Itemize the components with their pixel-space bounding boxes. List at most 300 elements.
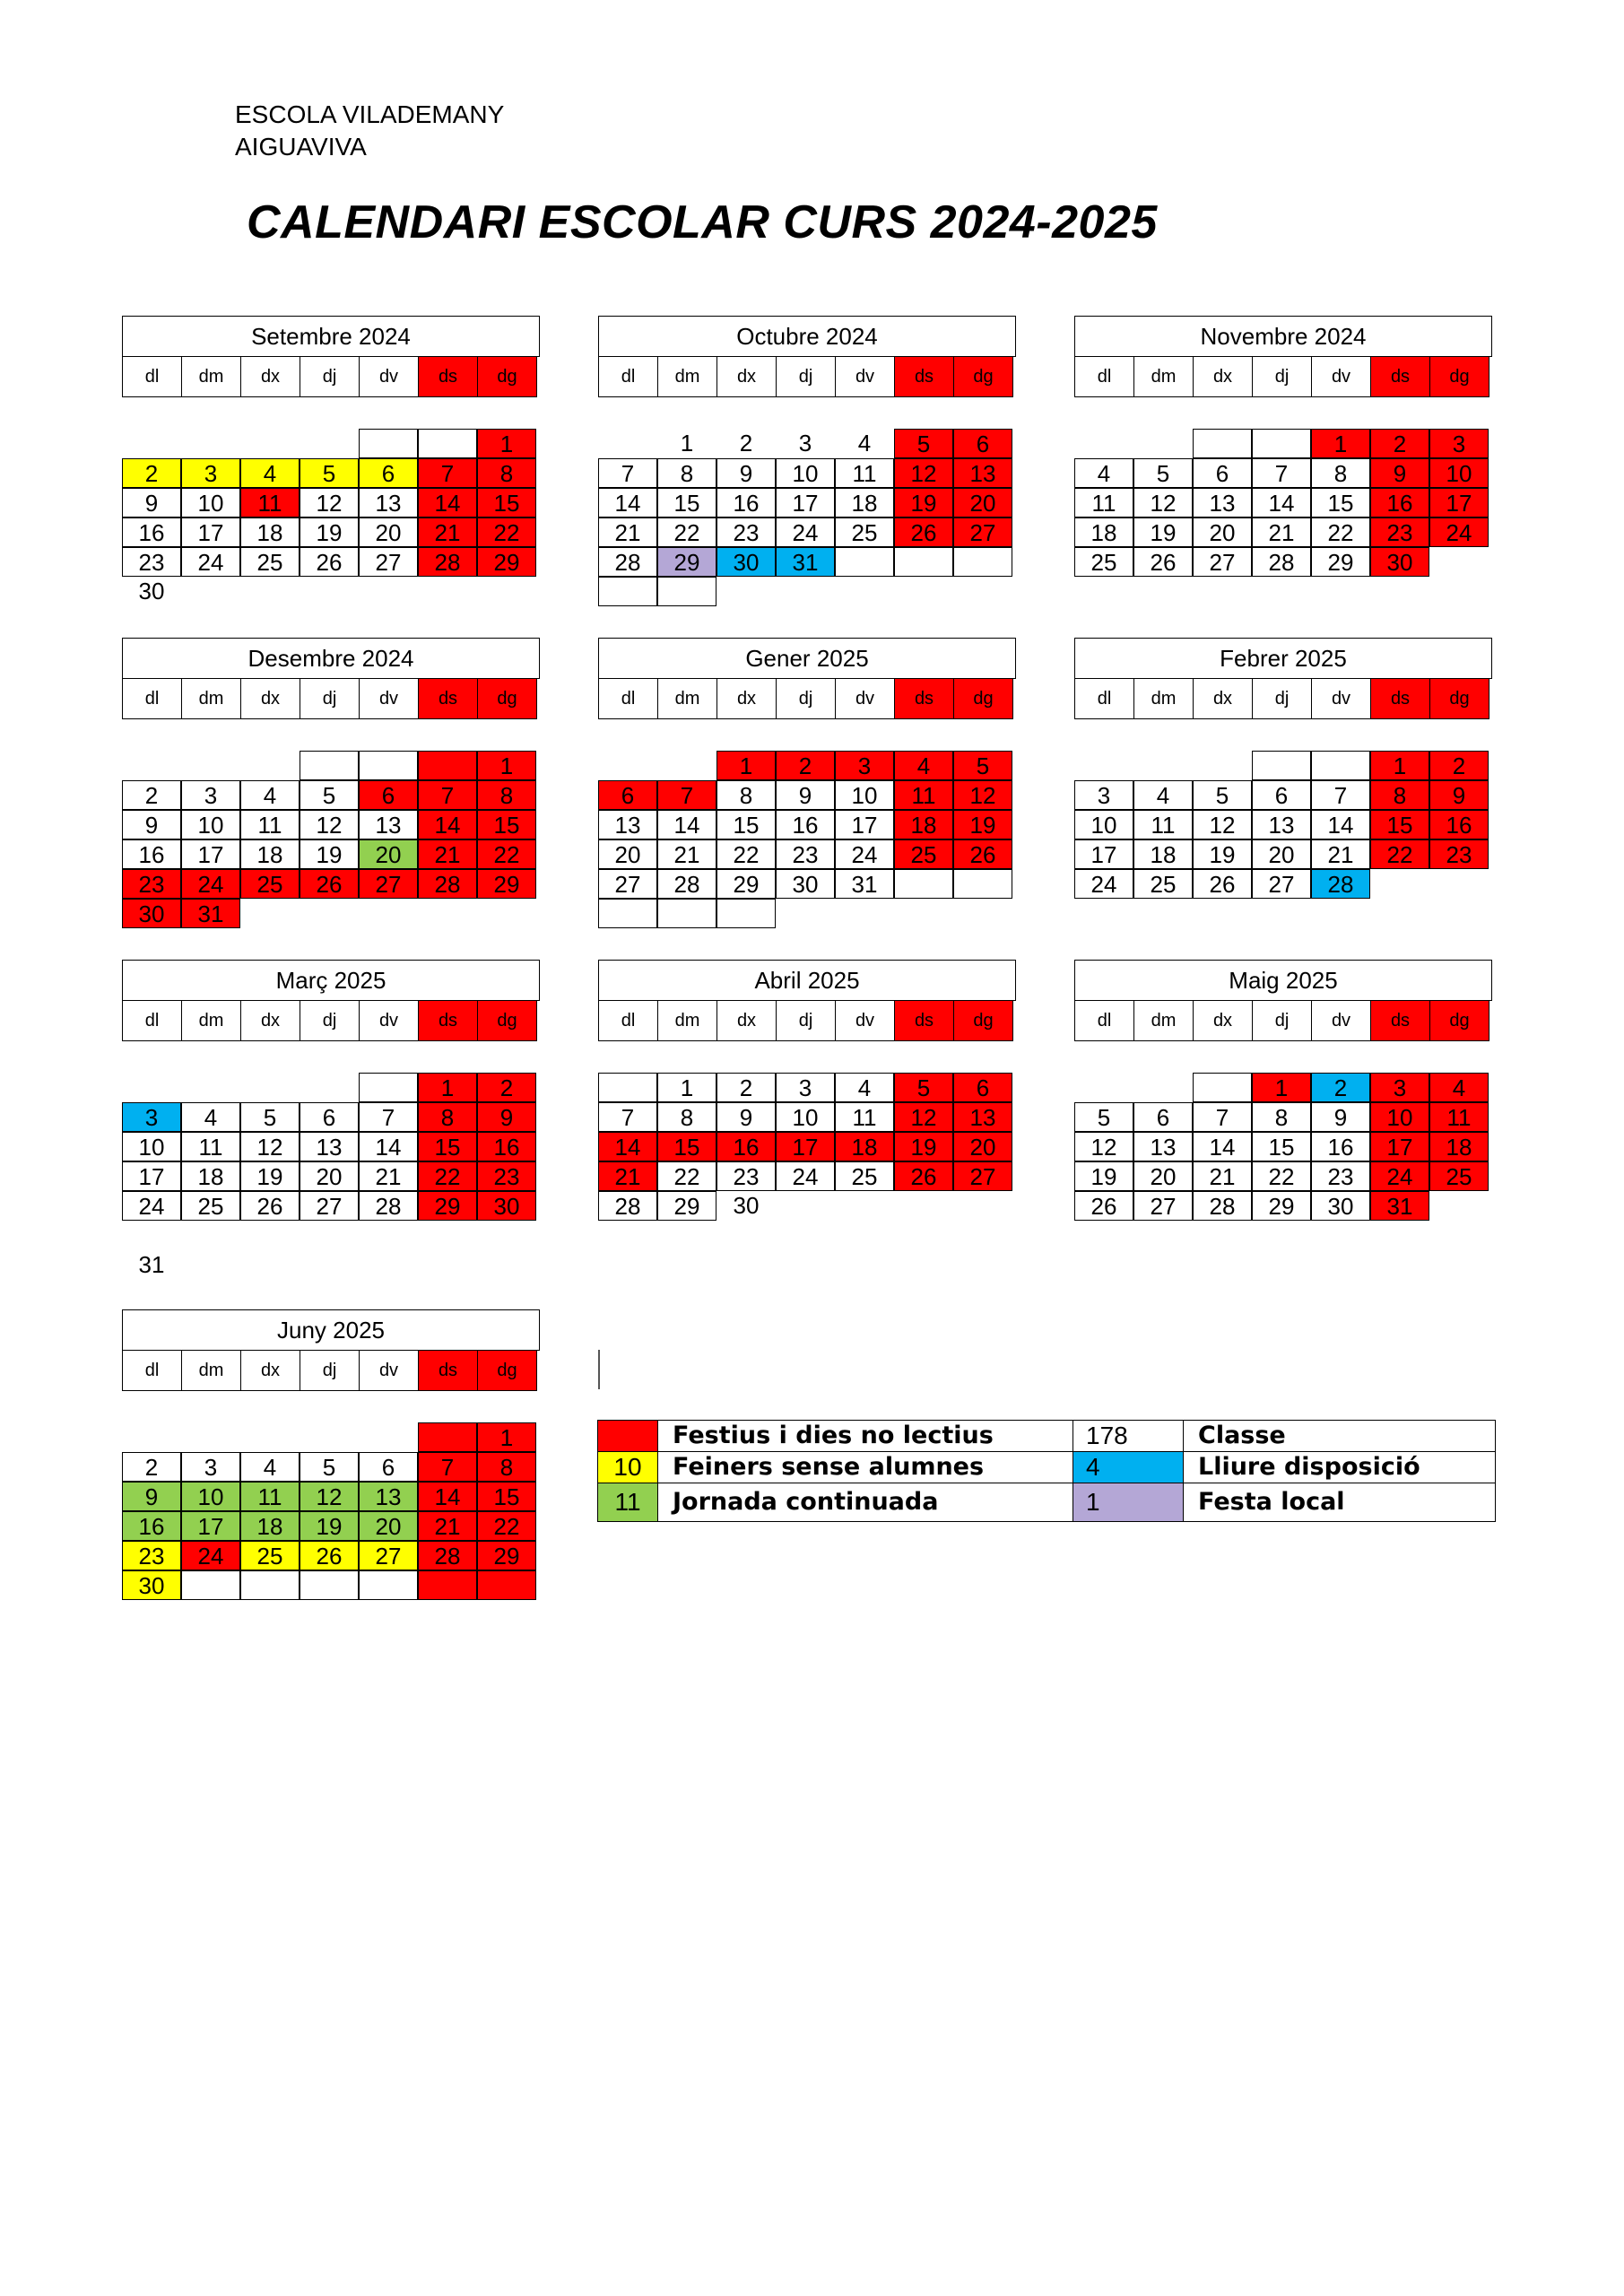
legend-label: Jornada continuada [658, 1483, 1073, 1522]
day-cell: 11 [835, 1102, 894, 1132]
day-cell: 5 [894, 429, 953, 458]
day-cell: 25 [181, 1191, 240, 1221]
day-cell: 9 [122, 1482, 181, 1511]
day-cell: 26 [240, 1191, 300, 1221]
day-cell: 11 [240, 810, 300, 839]
day-cell: 15 [657, 488, 716, 517]
day-cell: 2 [122, 1452, 181, 1482]
day-cell: 4 [1133, 780, 1193, 810]
day-cell: 14 [1252, 488, 1311, 517]
weekday-label: ds [1370, 678, 1430, 719]
page-title: CALENDARI ESCOLAR CURS 2024-2025 [247, 196, 1158, 248]
day-cell: 12 [894, 1102, 953, 1132]
day-cell: 9 [122, 810, 181, 839]
empty-day-cell [418, 429, 477, 458]
day-cell: 17 [835, 810, 894, 839]
day-cell: 17 [181, 517, 240, 547]
day-cell: 13 [359, 1482, 418, 1511]
day-cell: 15 [477, 810, 536, 839]
day-cell: 18 [181, 1161, 240, 1191]
day-cell: 7 [598, 458, 657, 488]
day-cell: 22 [418, 1161, 477, 1191]
weekday-label: dg [953, 356, 1013, 397]
day-cell: 14 [418, 810, 477, 839]
legend-count-label: Lliure disposició [1184, 1452, 1496, 1483]
day-cell: 1 [657, 1073, 716, 1102]
day-cell: 30 [716, 547, 776, 577]
empty-day-cell [359, 429, 418, 458]
day-cell: 20 [598, 839, 657, 869]
day-cell: 30 [1370, 547, 1429, 577]
weekday-label: dm [181, 1350, 241, 1391]
weekday-label: dm [1133, 356, 1194, 397]
day-cell: 5 [894, 1073, 953, 1102]
weekday-header [122, 678, 536, 719]
day-cell: 29 [1311, 547, 1370, 577]
day-cell: 15 [418, 1132, 477, 1161]
day-cell: 22 [1370, 839, 1429, 869]
weekday-label: dx [1193, 356, 1253, 397]
day-cell: 27 [953, 517, 1012, 547]
day-cell: 18 [1429, 1132, 1489, 1161]
legend-count: 4 [1073, 1452, 1184, 1483]
day-cell: 7 [359, 1102, 418, 1132]
day-cell: 3 [1370, 1073, 1429, 1102]
day-cell: 8 [1252, 1102, 1311, 1132]
empty-day-cell [716, 899, 776, 928]
day-cell: 28 [418, 547, 477, 577]
empty-day-cell [1252, 751, 1311, 780]
day-cell: 15 [477, 1482, 536, 1511]
day-cell: 14 [657, 810, 716, 839]
day-cell: 23 [776, 839, 835, 869]
weekday-label: dl [598, 678, 658, 719]
day-cell: 12 [953, 780, 1012, 810]
day-cell: 23 [1370, 517, 1429, 547]
day-cell: 24 [776, 517, 835, 547]
day-cell: 3 [835, 751, 894, 780]
weekday-label: dl [122, 356, 182, 397]
day-cell: 31 [776, 547, 835, 577]
day-cell: 18 [240, 1511, 300, 1541]
day-cell: 6 [359, 1452, 418, 1482]
day-cell: 6 [953, 429, 1012, 458]
day-cell: 26 [300, 547, 359, 577]
empty-day-cell [894, 869, 953, 899]
weekday-label: dl [122, 678, 182, 719]
weekday-label: dg [1429, 356, 1489, 397]
day-cell: 18 [1074, 517, 1133, 547]
day-cell: 8 [657, 1102, 716, 1132]
day-cell: 7 [1252, 458, 1311, 488]
day-cell: 17 [776, 488, 835, 517]
weekday-label: dg [477, 356, 537, 397]
weekday-label: dl [598, 356, 658, 397]
day-cell: 15 [716, 810, 776, 839]
day-cell: 28 [1252, 547, 1311, 577]
day-cell: 3 [798, 430, 812, 457]
weekday-label: dv [1311, 678, 1371, 719]
day-cell: 28 [1193, 1191, 1252, 1221]
day-cell: 12 [300, 1482, 359, 1511]
day-cell: 15 [1252, 1132, 1311, 1161]
weekday-label: ds [894, 678, 954, 719]
empty-day-cell [477, 1570, 536, 1600]
weekday-label: dg [1429, 678, 1489, 719]
day-cell: 20 [359, 517, 418, 547]
day-cell: 10 [181, 1482, 240, 1511]
empty-day-cell [240, 1570, 300, 1600]
day-cell: 18 [835, 1132, 894, 1161]
day-cell: 14 [418, 1482, 477, 1511]
day-cell: 2 [776, 751, 835, 780]
weekday-label: dl [122, 1350, 182, 1391]
day-cell: 28 [598, 547, 657, 577]
day-cell: 16 [1311, 1132, 1370, 1161]
day-cell: 22 [477, 1511, 536, 1541]
day-cell: 24 [1370, 1161, 1429, 1191]
day-cell: 26 [1133, 547, 1193, 577]
weekday-label: dj [776, 1000, 836, 1041]
day-cell: 3 [181, 780, 240, 810]
day-cell: 21 [598, 1161, 657, 1191]
day-cell: 7 [418, 780, 477, 810]
day-cell: 23 [122, 547, 181, 577]
legend-row [598, 1421, 1496, 1452]
day-cell: 25 [835, 517, 894, 547]
weekday-label: dg [477, 1350, 537, 1391]
day-cell: 9 [776, 780, 835, 810]
day-cell: 6 [1133, 1102, 1193, 1132]
day-cell: 26 [894, 1161, 953, 1191]
day-cell: 6 [598, 780, 657, 810]
day-cell: 25 [894, 839, 953, 869]
day-cell: 23 [122, 1541, 181, 1570]
legend-count-label: Classe [1184, 1421, 1496, 1452]
weekday-label: dg [1429, 1000, 1489, 1041]
day-cell: 30 [138, 578, 165, 604]
day-cell: 30 [477, 1191, 536, 1221]
weekday-label: dg [953, 678, 1013, 719]
day-cell: 27 [359, 869, 418, 899]
day-cell: 13 [1133, 1132, 1193, 1161]
day-cell: 24 [122, 1191, 181, 1221]
day-cell: 22 [1311, 517, 1370, 547]
day-cell: 11 [835, 458, 894, 488]
day-cell: 4 [240, 780, 300, 810]
day-cell: 1 [477, 429, 536, 458]
day-cell: 14 [1311, 810, 1370, 839]
day-cell: 4 [181, 1102, 240, 1132]
day-cell: 7 [1311, 780, 1370, 810]
day-cell: 10 [835, 780, 894, 810]
legend-count-label: Festa local [1184, 1483, 1496, 1522]
day-cell: 16 [1370, 488, 1429, 517]
day-cell: 27 [359, 1541, 418, 1570]
weekday-header [598, 678, 1012, 719]
legend-row [598, 1483, 1496, 1522]
day-cell: 10 [1429, 458, 1489, 488]
day-cell: 19 [894, 1132, 953, 1161]
empty-day-cell [1193, 429, 1252, 458]
day-cell: 30 [1311, 1191, 1370, 1221]
day-cell: 22 [1252, 1161, 1311, 1191]
weekday-label: ds [1370, 356, 1430, 397]
empty-day-cell [418, 1422, 477, 1452]
day-cell: 21 [657, 839, 716, 869]
day-cell: 27 [598, 869, 657, 899]
day-cell: 20 [953, 1132, 1012, 1161]
weekday-label: dx [240, 356, 300, 397]
day-cell: 2 [1311, 1073, 1370, 1102]
day-cell: 23 [477, 1161, 536, 1191]
day-cell: 9 [1311, 1102, 1370, 1132]
weekday-label: dj [776, 356, 836, 397]
weekday-label: ds [418, 1350, 478, 1391]
weekday-label: dj [300, 1000, 360, 1041]
day-cell: 14 [359, 1132, 418, 1161]
day-cell: 1 [1252, 1073, 1311, 1102]
day-cell: 16 [716, 1132, 776, 1161]
day-cell: 6 [359, 780, 418, 810]
day-cell: 26 [1074, 1191, 1133, 1221]
weekday-label: dm [657, 356, 717, 397]
empty-day-cell [835, 547, 894, 577]
day-cell: 2 [477, 1073, 536, 1102]
day-cell: 19 [300, 839, 359, 869]
day-cell: 21 [359, 1161, 418, 1191]
day-cell: 20 [359, 839, 418, 869]
day-cell: 6 [300, 1102, 359, 1132]
empty-day-cell [953, 547, 1012, 577]
day-cell: 13 [300, 1132, 359, 1161]
day-cell: 31 [835, 869, 894, 899]
day-cell: 17 [1429, 488, 1489, 517]
day-cell: 26 [300, 1541, 359, 1570]
day-cell: 2 [1429, 751, 1489, 780]
day-cell: 7 [657, 780, 716, 810]
weekday-label: dm [181, 1000, 241, 1041]
day-cell: 29 [477, 547, 536, 577]
legend-label: Feiners sense alumnes [658, 1452, 1073, 1483]
weekday-label: dx [240, 1000, 300, 1041]
weekday-label: dv [835, 678, 895, 719]
weekday-label: ds [1370, 1000, 1430, 1041]
day-cell: 11 [240, 1482, 300, 1511]
day-cell: 10 [122, 1132, 181, 1161]
day-cell: 22 [477, 839, 536, 869]
weekday-label: dg [477, 678, 537, 719]
month-title: Setembre 2024 [122, 316, 540, 357]
day-cell: 9 [1370, 458, 1429, 488]
day-cell: 7 [1193, 1102, 1252, 1132]
day-cell: 11 [1133, 810, 1193, 839]
school-name-line1: ESCOLA VILADEMANY [235, 100, 505, 128]
day-cell: 17 [181, 839, 240, 869]
day-cell: 21 [418, 1511, 477, 1541]
day-cell: 25 [1074, 547, 1133, 577]
day-cell: 14 [1193, 1132, 1252, 1161]
day-cell: 25 [240, 1541, 300, 1570]
weekday-header [122, 1000, 536, 1041]
weekday-label: dj [776, 678, 836, 719]
weekday-label: ds [894, 1000, 954, 1041]
day-cell: 27 [1252, 869, 1311, 899]
weekday-label: dj [1252, 356, 1312, 397]
day-cell: 25 [835, 1161, 894, 1191]
weekday-header [1074, 1000, 1489, 1041]
day-cell: 18 [835, 488, 894, 517]
day-cell: 16 [477, 1132, 536, 1161]
day-cell: 27 [300, 1191, 359, 1221]
weekday-header [598, 356, 1012, 397]
day-cell: 29 [716, 869, 776, 899]
month-title: Febrer 2025 [1074, 638, 1492, 679]
legend-swatch: 10 [598, 1452, 658, 1483]
day-cell: 1 [680, 430, 694, 457]
day-cell: 13 [598, 810, 657, 839]
day-cell: 2 [122, 458, 181, 488]
weekday-label: dg [953, 1000, 1013, 1041]
empty-day-cell [359, 1073, 418, 1102]
day-cell: 10 [181, 488, 240, 517]
day-cell: 13 [953, 458, 1012, 488]
day-cell: 3 [776, 1073, 835, 1102]
weekday-label: dl [1074, 356, 1134, 397]
empty-day-cell [657, 899, 716, 928]
day-cell: 16 [716, 488, 776, 517]
day-cell: 22 [657, 1161, 716, 1191]
day-cell: 17 [122, 1161, 181, 1191]
day-cell: 20 [300, 1161, 359, 1191]
empty-day-cell [359, 1570, 418, 1600]
day-cell: 15 [1370, 810, 1429, 839]
day-cell: 11 [240, 488, 300, 517]
weekday-label: dm [1133, 1000, 1194, 1041]
empty-day-cell [657, 577, 716, 606]
day-cell: 2 [716, 1073, 776, 1102]
divider [598, 1350, 600, 1389]
day-cell: 9 [716, 1102, 776, 1132]
day-cell: 13 [1193, 488, 1252, 517]
day-cell: 1 [477, 1422, 536, 1452]
empty-day-cell [598, 577, 657, 606]
day-cell: 10 [181, 810, 240, 839]
day-cell: 27 [953, 1161, 1012, 1191]
day-cell: 4 [894, 751, 953, 780]
day-cell: 12 [240, 1132, 300, 1161]
weekday-header [598, 1000, 1012, 1041]
weekday-label: dl [598, 1000, 658, 1041]
day-cell: 5 [300, 1452, 359, 1482]
day-cell: 5 [1074, 1102, 1133, 1132]
weekday-label: dx [240, 1350, 300, 1391]
day-cell: 29 [1252, 1191, 1311, 1221]
weekday-label: dv [1311, 1000, 1371, 1041]
day-cell: 10 [1370, 1102, 1429, 1132]
legend-count: 1 [1073, 1483, 1184, 1522]
day-cell: 27 [1193, 547, 1252, 577]
empty-day-cell [894, 547, 953, 577]
day-cell: 3 [1429, 429, 1489, 458]
day-cell: 20 [359, 1511, 418, 1541]
day-cell: 19 [300, 517, 359, 547]
weekday-label: dv [359, 1000, 419, 1041]
day-cell: 30 [733, 1192, 760, 1219]
day-cell: 23 [1311, 1161, 1370, 1191]
day-cell: 21 [1311, 839, 1370, 869]
empty-day-cell [953, 869, 1012, 899]
empty-day-cell [598, 899, 657, 928]
empty-day-cell [1311, 751, 1370, 780]
day-cell: 19 [894, 488, 953, 517]
day-cell: 13 [1252, 810, 1311, 839]
day-cell: 20 [1193, 517, 1252, 547]
day-cell: 29 [657, 547, 716, 577]
day-cell: 22 [716, 839, 776, 869]
school-name-line2: AIGUAVIVA [235, 133, 367, 161]
day-cell: 16 [122, 517, 181, 547]
day-cell: 20 [953, 488, 1012, 517]
empty-day-cell [418, 751, 477, 780]
day-cell: 4 [240, 458, 300, 488]
day-cell: 8 [657, 458, 716, 488]
day-cell: 20 [1133, 1161, 1193, 1191]
day-cell: 1 [1311, 429, 1370, 458]
day-cell: 22 [657, 517, 716, 547]
day-cell: 8 [1370, 780, 1429, 810]
day-cell: 4 [1074, 458, 1133, 488]
empty-day-cell [598, 1073, 657, 1102]
day-cell: 10 [776, 458, 835, 488]
day-cell: 24 [181, 869, 240, 899]
day-cell: 19 [1074, 1161, 1133, 1191]
day-cell: 15 [657, 1132, 716, 1161]
day-cell: 15 [477, 488, 536, 517]
month-title: Desembre 2024 [122, 638, 540, 679]
day-cell: 30 [122, 899, 181, 928]
weekday-label: dm [657, 1000, 717, 1041]
day-cell: 13 [359, 488, 418, 517]
day-cell: 5 [240, 1102, 300, 1132]
legend-label: Festius i dies no lectius [658, 1421, 1073, 1452]
day-cell: 27 [359, 547, 418, 577]
month-title: Novembre 2024 [1074, 316, 1492, 357]
weekday-header [122, 356, 536, 397]
day-cell: 29 [418, 1191, 477, 1221]
day-cell: 17 [1370, 1132, 1429, 1161]
day-cell: 23 [1429, 839, 1489, 869]
weekday-label: dx [1193, 1000, 1253, 1041]
day-cell: 19 [240, 1161, 300, 1191]
weekday-label: dx [716, 1000, 777, 1041]
day-cell: 24 [181, 547, 240, 577]
day-cell: 18 [240, 517, 300, 547]
empty-day-cell [418, 1570, 477, 1600]
day-cell: 24 [1074, 869, 1133, 899]
weekday-label: dv [1311, 356, 1371, 397]
empty-day-cell [181, 1570, 240, 1600]
day-cell: 28 [1311, 869, 1370, 899]
day-cell: 28 [359, 1191, 418, 1221]
day-cell: 5 [1133, 458, 1193, 488]
day-cell: 23 [716, 517, 776, 547]
legend-table [597, 1420, 1496, 1522]
day-cell: 13 [359, 810, 418, 839]
day-cell: 14 [418, 488, 477, 517]
day-cell: 29 [477, 869, 536, 899]
day-cell: 11 [181, 1132, 240, 1161]
